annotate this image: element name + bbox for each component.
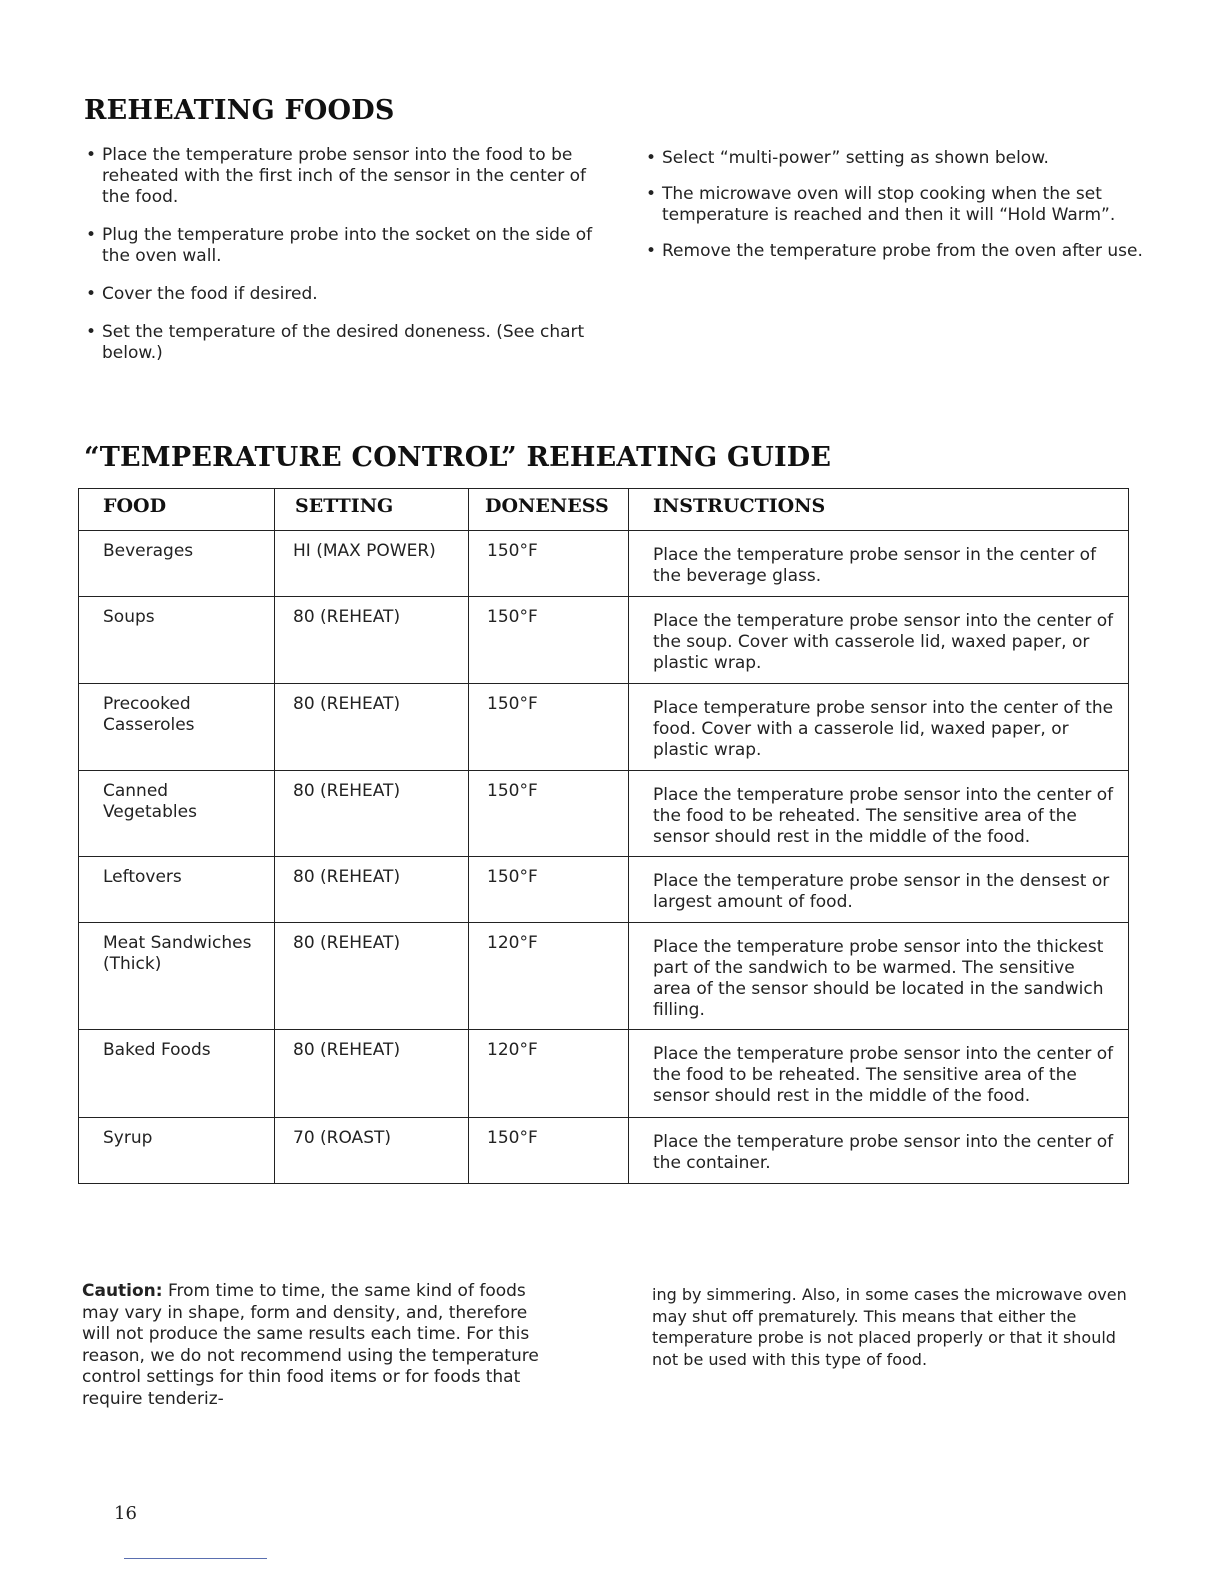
instructions-cell: Place the temperature probe sensor into the center of the container. xyxy=(629,1118,1129,1184)
setting-cell: HI (MAX POWER) xyxy=(275,531,469,597)
list-item: • Remove the temperature probe from the oven after use. xyxy=(644,241,1144,262)
caution-label: Caution: xyxy=(82,1281,163,1301)
instructions-cell: Place temperature probe sensor into the center of the food. Cover with a casserole lid, waxed paper, or plastic wrap. xyxy=(629,684,1129,771)
setting-cell: 80 (REHEAT) xyxy=(275,923,469,1030)
list-item: • Select “multi-power” setting as shown below. xyxy=(644,148,1144,169)
doneness-cell: 120°F xyxy=(469,1030,629,1118)
setting-cell: 80 (REHEAT) xyxy=(275,597,469,684)
food-cell: Beverages xyxy=(79,531,275,597)
table-row xyxy=(79,857,1129,923)
page-number: 16 xyxy=(114,1503,137,1524)
food-cell: Meat Sandwiches (Thick) xyxy=(79,923,275,1030)
setting-cell: 80 (REHEAT) xyxy=(275,684,469,771)
caution-text-left: From time to time, the same kind of foods may vary in shape, form and density, and, therefore will not produce the same results each time. For this reason, we do not recommend using the temperature control settings for thin food items or for foods that require tenderiz- xyxy=(82,1281,539,1409)
table-row xyxy=(79,771,1129,857)
instructions-cell: Place the temperature probe sensor into the center of the soup. Cover with casserole lid, waxed paper, or plastic wrap. xyxy=(629,597,1129,684)
setting-cell: 80 (REHEAT) xyxy=(275,1030,469,1118)
table-header-row xyxy=(79,489,1129,531)
food-cell: Syrup xyxy=(79,1118,275,1184)
list-item: • Set the temperature of the desired doneness. (See chart below.) xyxy=(84,322,599,364)
caution-text-right: ing by simmering. Also, in some cases the microwave oven may shut off prematurely. This means that either the temperature probe is not placed properly or that it should not be used with this type of food. xyxy=(652,1285,1127,1369)
reheating-steps-right xyxy=(644,148,1144,262)
table-row xyxy=(79,1030,1129,1118)
table-row xyxy=(79,684,1129,771)
setting-cell: 80 (REHEAT) xyxy=(275,771,469,857)
reheating-steps-left xyxy=(84,145,599,364)
doneness-cell: 150°F xyxy=(469,597,629,684)
list-item: • The microwave oven will stop cooking when the set temperature is reached and then it will “Hold Warm”. xyxy=(644,184,1144,226)
doneness-cell: 150°F xyxy=(469,684,629,771)
column-header-setting: SETTING xyxy=(275,489,469,531)
food-cell: Precooked Casseroles xyxy=(79,684,275,771)
list-item: • Place the temperature probe sensor into the food to be reheated with the first inch of the sensor in the center of the food. xyxy=(84,145,599,208)
list-item: • Plug the temperature probe into the socket on the side of the oven wall. xyxy=(84,225,599,267)
instructions-cell: Place the temperature probe sensor into the center of the food to be reheated. The sensitive area of the sensor should rest in the middle of the food. xyxy=(629,771,1129,857)
instructions-cell: Place the temperature probe sensor into the center of the food to be reheated. The sensitive area of the sensor should rest in the middle of the food. xyxy=(629,1030,1129,1118)
doneness-cell: 120°F xyxy=(469,923,629,1030)
column-header-food: FOOD xyxy=(79,489,275,531)
column-header-instructions: INSTRUCTIONS xyxy=(629,489,1129,531)
doneness-cell: 150°F xyxy=(469,771,629,857)
reheating-guide-title: “TEMPERATURE CONTROL” REHEATING GUIDE xyxy=(84,442,832,473)
reheating-foods-title: REHEATING FOODS xyxy=(84,95,395,126)
food-cell: Soups xyxy=(79,597,275,684)
food-cell: Baked Foods xyxy=(79,1030,275,1118)
doneness-cell: 150°F xyxy=(469,857,629,923)
table-row xyxy=(79,531,1129,597)
food-cell: Leftovers xyxy=(79,857,275,923)
table-row xyxy=(79,923,1129,1030)
doneness-cell: 150°F xyxy=(469,1118,629,1184)
table-row xyxy=(79,597,1129,684)
reheating-guide-table xyxy=(78,488,1129,1184)
list-item: • Cover the food if desired. xyxy=(84,284,599,305)
instructions-cell: Place the temperature probe sensor in the center of the beverage glass. xyxy=(629,531,1129,597)
caution-paragraph-left xyxy=(82,1281,560,1410)
caution-paragraph-right xyxy=(652,1284,1130,1370)
instructions-cell: Place the temperature probe sensor into the thickest part of the sandwich to be warmed. The sensitive area of the sensor should be located in the sandwich filling. xyxy=(629,923,1129,1030)
column-header-doneness: DONENESS xyxy=(469,489,629,531)
food-cell: Canned Vegetables xyxy=(79,771,275,857)
instructions-cell: Place the temperature probe sensor in the densest or largest amount of food. xyxy=(629,857,1129,923)
doneness-cell: 150°F xyxy=(469,531,629,597)
footer-rule xyxy=(124,1558,267,1559)
table-row xyxy=(79,1118,1129,1184)
setting-cell: 80 (REHEAT) xyxy=(275,857,469,923)
setting-cell: 70 (ROAST) xyxy=(275,1118,469,1184)
